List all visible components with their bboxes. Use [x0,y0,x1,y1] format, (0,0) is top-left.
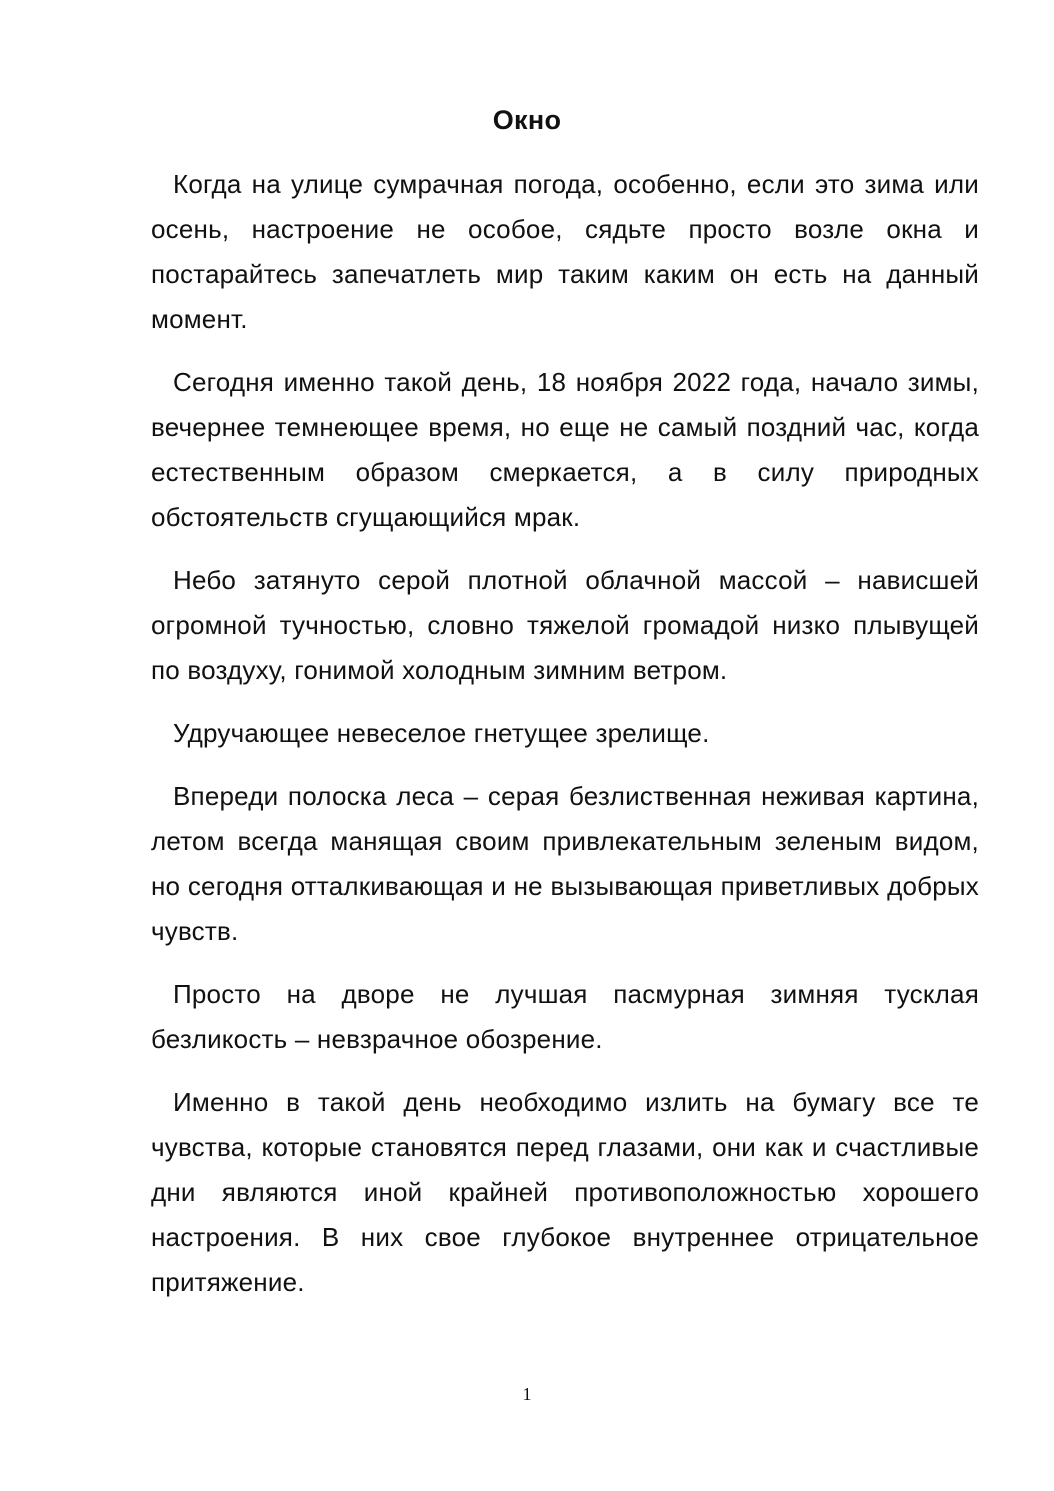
page-title: Окно [492,105,562,135]
paragraph-3: Небо затянуто серой плотной облачной массой – нависшей огромной тучностью, словно тяжелой громадой низко плывущей по воздуху, гонимой холодным зимним ветром. [151,565,979,685]
paragraph-4: Удручающее невеселое гнетущее зрелище. [173,718,710,748]
paragraph-1: Когда на улице сумрачная погода, особенно, если это зима или осень, настроение не особое, сядьте просто возле окна и постарайтесь запечатлеть мир таким каким он есть на данный момент. [151,169,979,334]
paragraph-7: Именно в такой день необходимо излить на бумагу все те чувства, которые становятся перед глазами, они как и счастливые дни являются иной крайней противоположностью хорошего настроения. В них свое глубокое внутреннее отрицательное притяжение. [151,1087,979,1297]
paragraph-6: Просто на дворе не лучшая пасмурная зимняя тусклая безликость – невзрачное обозрение. [151,979,979,1054]
page-number: 1 [522,1384,532,1404]
paragraph-5: Впереди полоска леса – серая безлиственная неживая картина, летом всегда манящая своим привлекательным зеленым видом, но сегодня отталкивающая и не вызывающая приветливых добрых чувств. [151,781,979,946]
body-text [151,162,979,1323]
paragraph-2: Сегодня именно такой день, 18 ноября 2022 года, начало зимы, вечернее темнеющее время, но еще не самый поздний час, когда естественным образом смеркается, а в силу природных обстоятельств сгущающийся мрак. [151,367,979,532]
